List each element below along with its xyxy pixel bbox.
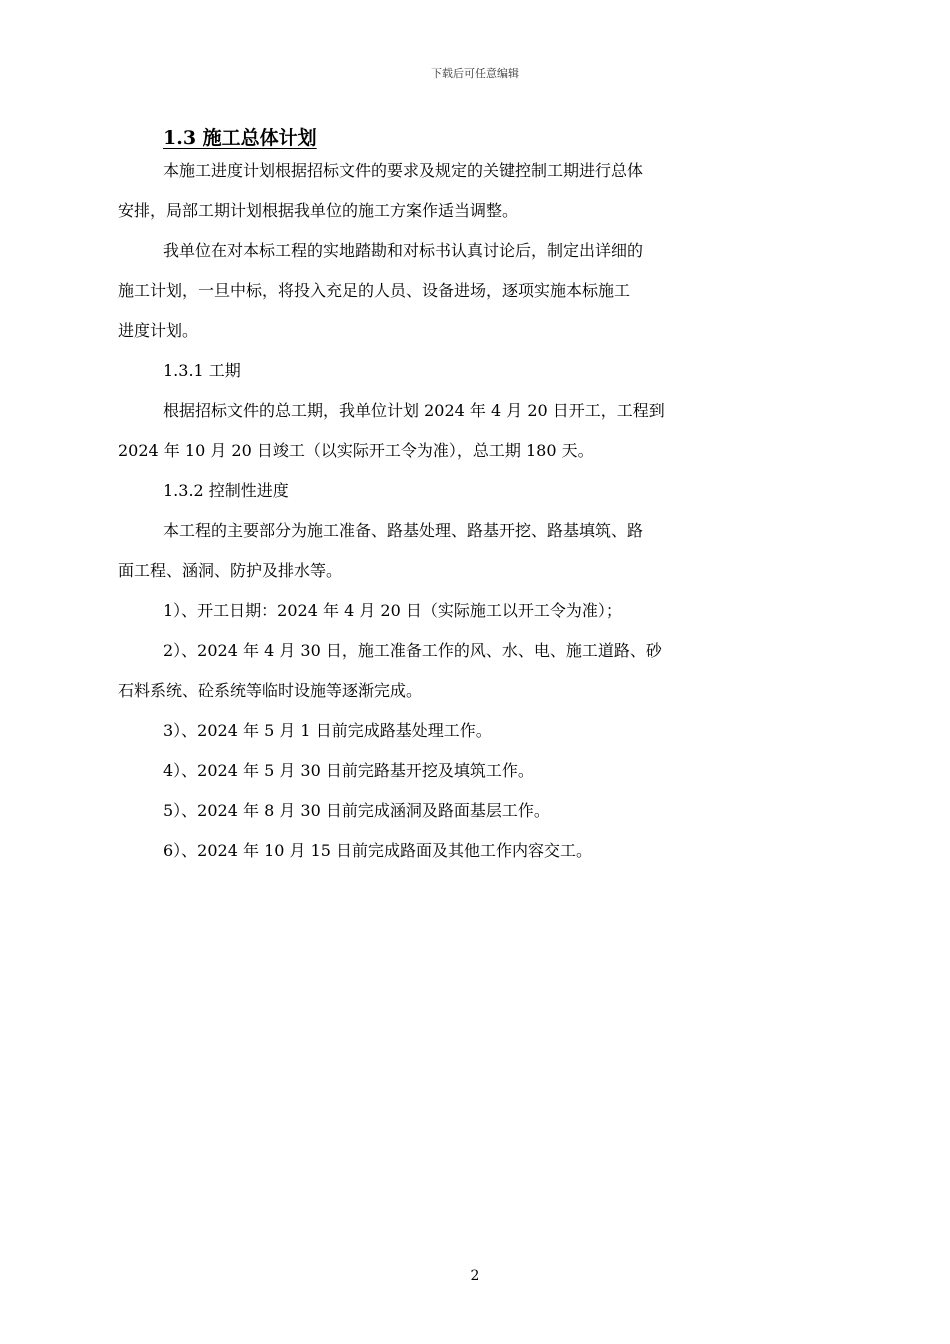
- text-line: 我单位在对本标工程的实地踏勘和对标书认真讨论后，制定出详细的: [163, 241, 644, 260]
- milestone-item-3: 3）、2024 年 5 月 1 日前完成路基处理工作。: [163, 721, 492, 740]
- milestone-item-2: 2）、2024 年 4 月 30 日，施工准备工作的风、水、电、施工道路、砂: [163, 641, 662, 660]
- milestone-item-5: 5）、2024 年 8 月 30 日前完成涵洞及路面基层工作。: [163, 801, 550, 820]
- document-body: [118, 118, 842, 878]
- subsection-heading-duration: 1.3.1 工期: [163, 361, 241, 380]
- milestone-item-4: 4）、2024 年 5 月 30 日前完路基开挖及填筑工作。: [163, 761, 534, 780]
- text-line: 本工程的主要部分为施工准备、路基处理、路基开挖、路基填筑、路: [163, 521, 644, 540]
- text-line: 根据招标文件的总工期，我单位计划 2024 年 4 月 20 日开工，工程到: [163, 401, 665, 420]
- intro-paragraph: [118, 158, 842, 238]
- section-heading: 1.3 施工总体计划: [163, 127, 317, 149]
- plan-paragraph: [118, 238, 842, 358]
- text-line: 进度计划。: [118, 321, 199, 340]
- scope-paragraph: [118, 518, 842, 598]
- milestone-list: [118, 598, 842, 878]
- page-header: 下载后可任意编辑: [431, 67, 519, 80]
- text-line: 施工计划，一旦中标，将投入充足的人员、设备进场，逐项实施本标施工: [118, 281, 631, 300]
- text-line: 安排，局部工期计划根据我单位的施工方案作适当调整。: [118, 201, 519, 220]
- text-line: 面工程、涵洞、防护及排水等。: [118, 561, 343, 580]
- duration-paragraph: [118, 398, 842, 478]
- text-line: 本施工进度计划根据招标文件的要求及规定的关键控制工期进行总体: [163, 161, 644, 180]
- text-line: 2024 年 10 月 20 日竣工（以实际开工令为准），总工期 180 天。: [118, 441, 594, 460]
- milestone-item-1: 1）、开工日期：2024 年 4 月 20 日（实际施工以开工令为准）；: [163, 601, 622, 620]
- page-number: 2: [470, 1268, 480, 1284]
- milestone-item-2-cont: 石料系统、砼系统等临时设施等逐渐完成。: [118, 681, 423, 700]
- milestone-item-6: 6）、2024 年 10 月 15 日前完成路面及其他工作内容交工。: [163, 841, 593, 860]
- subsection-heading-schedule: 1.3.2 控制性进度: [163, 481, 289, 500]
